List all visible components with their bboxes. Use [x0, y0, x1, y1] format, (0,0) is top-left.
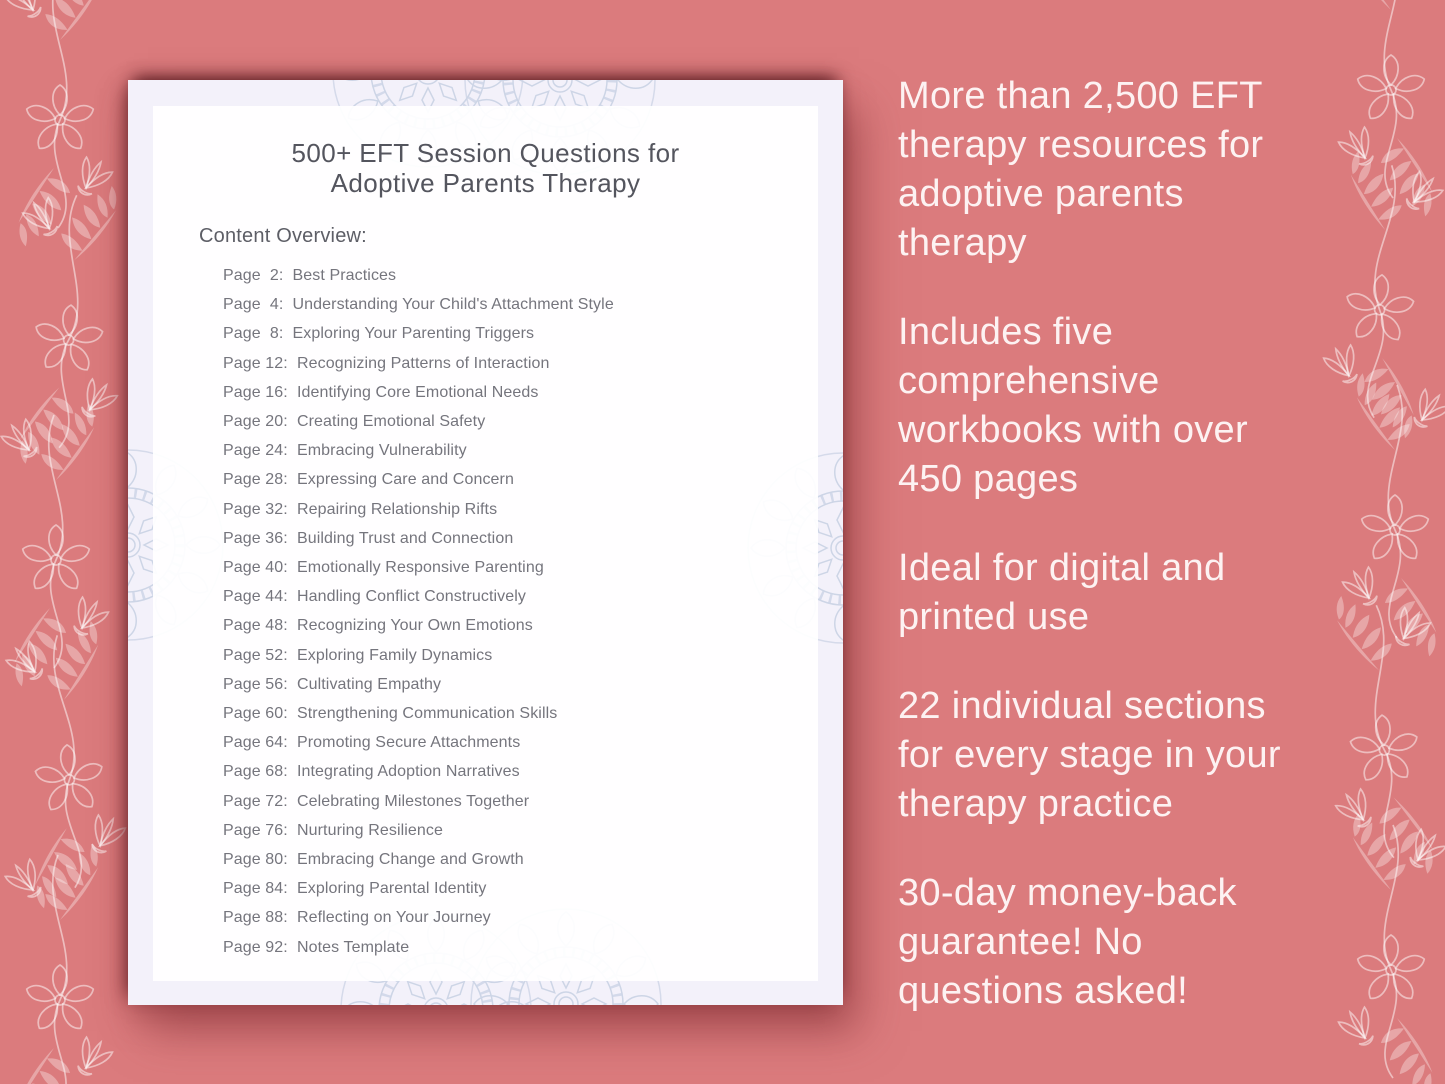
toc-item: Page 92: Notes Template — [223, 938, 410, 956]
toc-item: Page 84: Exploring Parental Identity — [223, 880, 487, 898]
toc-item: Page 76: Nurturing Resilience — [223, 821, 444, 839]
toc-item: Page 2: Best Practices — [223, 267, 397, 284]
toc-item: Page 28: Expressing Care and Concern — [223, 471, 514, 489]
toc-item: Page 72: Celebrating Milestones Together — [223, 792, 530, 810]
toc-item: Page 48: Recognizing Your Own Emotions — [223, 617, 533, 635]
document-title-line2: Adoptive Parents Therapy — [330, 168, 641, 198]
marketing-paragraph: More than 2,500 EFT therapy resources for adoptive parents therapy — [898, 75, 1264, 264]
toc-item: Page 20: Creating Emotional Safety — [223, 413, 486, 431]
marketing-paragraph: 22 individual sections for every stage in your therapy practice — [898, 685, 1281, 825]
toc-item: Page 4: Understanding Your Child's Attachment Style — [223, 296, 614, 314]
toc-item: Page 40: Emotionally Responsive Parenting — [223, 559, 544, 577]
toc-item: Page 56: Cultivating Empathy — [223, 675, 442, 693]
toc-item: Page 88: Reflecting on Your Journey — [223, 909, 491, 927]
document-title-line1: 500+ EFT Session Questions for — [291, 138, 680, 168]
toc-item: Page 36: Building Trust and Connection — [223, 529, 514, 547]
content-overview-label: Content Overview: — [199, 225, 367, 247]
toc-item: Page 60: Strengthening Communication Skills — [223, 705, 558, 723]
toc-item: Page 68: Integrating Adoption Narratives — [223, 763, 520, 781]
toc-item: Page 64: Promoting Secure Attachments — [223, 734, 521, 752]
toc-list — [223, 261, 818, 962]
toc-item: Page 44: Handling Conflict Constructively — [223, 588, 527, 606]
marketing-paragraph: Ideal for digital and printed use — [898, 547, 1226, 638]
floral-vine-left — [0, 0, 142, 1084]
toc-item: Page 32: Repairing Relationship Rifts — [223, 500, 498, 518]
marketing-paragraph: 30-day money-back guarantee! No questions asked! — [898, 872, 1237, 1012]
marketing-paragraph: Includes five comprehensive workbooks with over 450 pages — [898, 311, 1248, 500]
toc-item: Page 24: Embracing Vulnerability — [223, 442, 467, 460]
toc-item: Page 52: Exploring Family Dynamics — [223, 646, 493, 664]
document-preview — [128, 80, 843, 1005]
document-title — [153, 138, 818, 198]
document-page — [153, 106, 818, 981]
toc-item: Page 8: Exploring Your Parenting Triggers — [223, 325, 535, 343]
toc-item: Page 12: Recognizing Patterns of Interaction — [223, 354, 550, 372]
toc-item: Page 80: Embracing Change and Growth — [223, 851, 524, 869]
toc-item: Page 16: Identifying Core Emotional Needs — [223, 383, 539, 401]
marketing-column — [898, 72, 1368, 1056]
